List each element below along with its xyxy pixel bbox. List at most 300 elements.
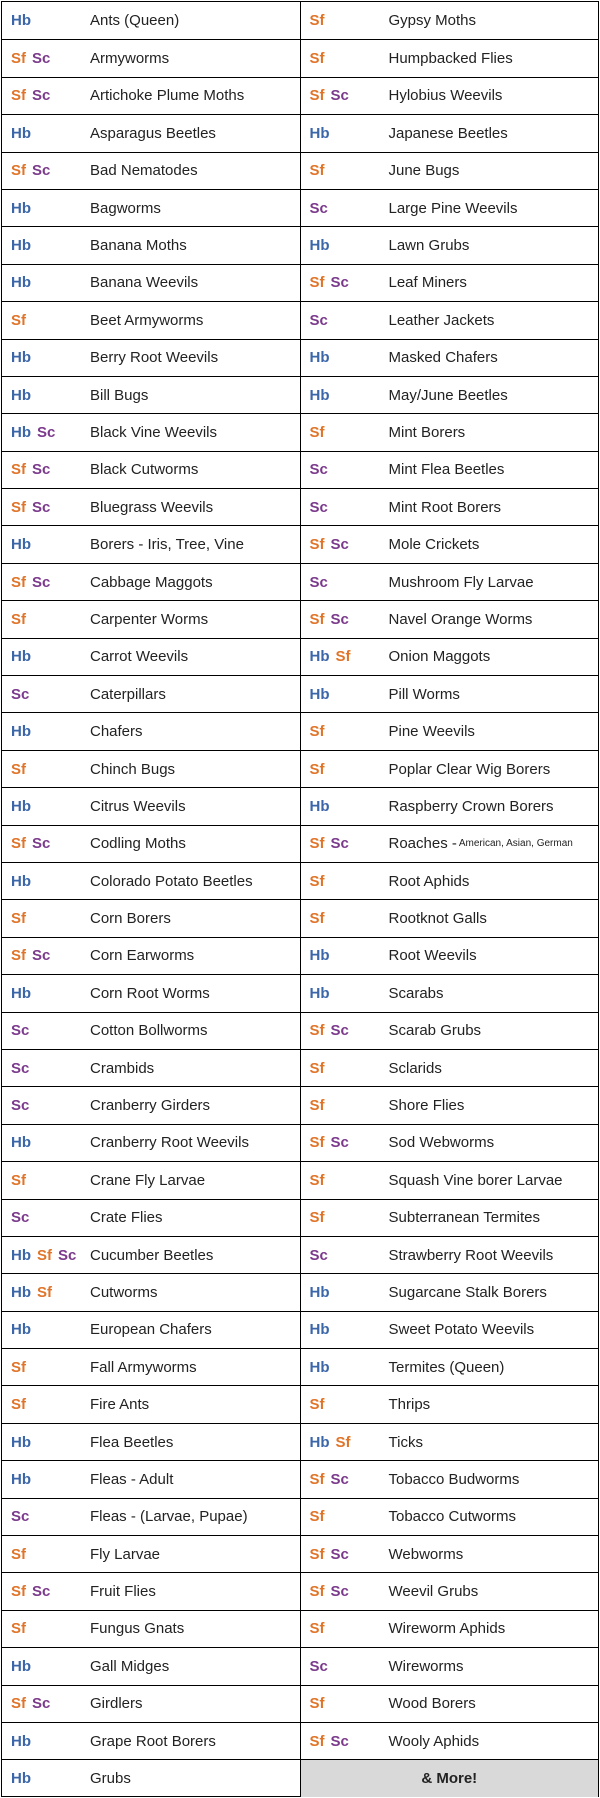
species-code-sc: Sc: [330, 1732, 349, 1750]
species-code-hb: Hb: [11, 872, 31, 890]
pest-name-text: Grubs: [90, 1770, 131, 1788]
pest-name-text: Borers - Iris, Tree, Vine: [90, 536, 244, 554]
pest-name-text: Scarab Grubs: [388, 1022, 482, 1040]
species-codes: [310, 1162, 325, 1198]
species-codes: [310, 414, 325, 450]
species-code-sc: Sc: [32, 461, 51, 479]
pest-name: [90, 1162, 205, 1198]
species-codes: [11, 1162, 26, 1198]
table-row: [301, 825, 599, 862]
table-row: [301, 862, 599, 899]
species-code-sf: Sf: [309, 610, 325, 628]
species-codes: [11, 1087, 29, 1123]
species-codes: [310, 153, 325, 189]
table-row: [2, 600, 300, 637]
species-code-sf: Sf: [335, 648, 351, 666]
species-codes: [11, 190, 31, 226]
more-label: & More!: [421, 1770, 478, 1788]
species-code-sc: Sc: [309, 573, 328, 591]
pest-name-text: Fruit Flies: [90, 1583, 156, 1601]
species-code-sc: Sc: [330, 1545, 349, 1563]
pest-name: [389, 452, 505, 488]
species-code-sc: Sc: [37, 423, 56, 441]
pest-name-text: Citrus Weevils: [90, 797, 186, 815]
species-codes: [310, 1386, 325, 1422]
pest-name: [90, 975, 210, 1011]
table-row: [2, 862, 300, 899]
pest-name: [90, 40, 169, 76]
species-codes: [310, 938, 330, 974]
species-code-sc: Sc: [330, 1583, 349, 1601]
pest-name: [90, 1424, 173, 1460]
species-code-hb: Hb: [11, 648, 31, 666]
pest-name-text: Fly Larvae: [90, 1545, 161, 1563]
species-codes: [11, 377, 31, 413]
pest-name: [90, 788, 186, 824]
species-code-sf: Sf: [309, 1545, 325, 1563]
table-row: [301, 750, 599, 787]
species-codes: [11, 751, 26, 787]
pest-name-text: Armyworms: [90, 50, 170, 68]
pest-name: [389, 340, 498, 376]
pest-name-text: Leather Jackets: [388, 311, 495, 329]
pest-name: [389, 377, 508, 413]
pest-name: [389, 1461, 520, 1497]
table-row: [301, 114, 599, 151]
pest-name: [90, 1648, 169, 1684]
table-row: [2, 1572, 300, 1609]
pest-name: [389, 1349, 505, 1385]
table-row: [2, 1049, 300, 1086]
species-code-hb: Hb: [11, 1134, 31, 1152]
pest-name-text: Banana Weevils: [90, 274, 199, 292]
pest-name-text: Bluegrass Weevils: [90, 498, 214, 516]
species-code-sf: Sf: [309, 1171, 325, 1189]
species-codes: [310, 40, 325, 76]
table-row: [2, 1685, 300, 1722]
pest-name: [90, 564, 213, 600]
table-row: [301, 152, 599, 189]
pest-name-text: Humpbacked Flies: [388, 50, 513, 68]
species-codes: [310, 190, 328, 226]
species-codes: [310, 751, 325, 787]
pest-name-text: Ants (Queen): [90, 12, 180, 30]
species-code-sf: Sf: [309, 1097, 325, 1115]
species-codes: [11, 938, 50, 974]
species-codes: [310, 639, 351, 675]
pest-name-text: Squash Vine borer Larvae: [388, 1171, 563, 1189]
pest-name-text: Ticks: [388, 1433, 423, 1451]
pest-name-text: Japanese Beetles: [388, 124, 508, 142]
pest-name-subtext: American, Asian, German: [458, 838, 573, 850]
table-row: [2, 1498, 300, 1535]
pest-name: [389, 1648, 464, 1684]
table-row: [301, 1722, 599, 1759]
pest-name-text: Fire Ants: [90, 1396, 150, 1414]
table-row: [2, 1273, 300, 1310]
right-column: [300, 2, 599, 1797]
pest-name: [90, 1536, 160, 1572]
species-code-sc: Sc: [11, 1508, 30, 1526]
pest-name: [90, 2, 179, 39]
species-code-sf: Sf: [309, 1059, 325, 1077]
pest-name-text: Pill Worms: [388, 685, 460, 703]
species-code-sf: Sf: [309, 1583, 325, 1601]
species-codes: [11, 788, 31, 824]
species-codes: [310, 78, 349, 114]
species-codes: [310, 1274, 330, 1310]
species-code-sf: Sf: [11, 1545, 26, 1563]
species-code-sc: Sc: [11, 1022, 30, 1040]
pest-name: [90, 639, 188, 675]
pest-name-text: Berry Root Weevils: [90, 349, 219, 367]
species-codes: [310, 1349, 330, 1385]
species-codes: [11, 78, 50, 114]
species-code-sc: Sc: [309, 1246, 328, 1264]
pest-name-text: Cabbage Maggots: [90, 573, 213, 591]
table-row: [301, 1273, 599, 1310]
species-codes: [11, 1013, 29, 1049]
species-codes: [11, 1424, 31, 1460]
pest-name-text: Poplar Clear Wig Borers: [388, 760, 551, 778]
pest-name-text: Artichoke Plume Moths: [90, 87, 245, 105]
pest-name: [389, 78, 503, 114]
species-code-sf: Sf: [309, 910, 325, 928]
table-row: [2, 787, 300, 824]
table-row: [2, 899, 300, 936]
table-row: [2, 712, 300, 749]
pest-name-text: Wood Borers: [388, 1695, 476, 1713]
table-row: [301, 974, 599, 1011]
pest-name-text: Cotton Bollworms: [90, 1022, 208, 1040]
pest-name-text: Tobacco Cutworms: [388, 1508, 517, 1526]
species-codes: [11, 1274, 52, 1310]
pest-name-text: Wireworms: [388, 1657, 464, 1675]
species-code-sf: Sf: [11, 835, 26, 853]
species-code-sc: Sc: [32, 87, 51, 105]
pest-name: [389, 1424, 423, 1460]
pest-name: [90, 1050, 154, 1086]
species-code-sf: Sf: [309, 1022, 325, 1040]
pest-name-text: European Chafers: [90, 1321, 212, 1339]
species-codes: [310, 601, 349, 637]
species-codes: [310, 1536, 349, 1572]
species-codes: [310, 1424, 351, 1460]
pest-name: [90, 1723, 216, 1759]
pest-name-text: Large Pine Weevils: [388, 199, 518, 217]
table-row: [2, 750, 300, 787]
species-codes: [11, 153, 50, 189]
species-code-sf: Sf: [309, 536, 325, 554]
pest-name-text: Roaches -: [388, 835, 457, 853]
species-code-sc: Sc: [309, 461, 328, 479]
pest-name-text: Sod Webworms: [388, 1134, 495, 1152]
pest-name: [389, 788, 554, 824]
table-row: [301, 1460, 599, 1497]
pest-name-text: Mint Root Borers: [388, 498, 502, 516]
pest-name: [90, 78, 244, 114]
pest-name: [90, 1013, 208, 1049]
species-codes: [11, 826, 50, 862]
table-row: [2, 1311, 300, 1348]
pest-name: [90, 1760, 131, 1796]
species-code-hb: Hb: [11, 536, 31, 554]
pest-name-text: Fleas - Adult: [90, 1470, 174, 1488]
species-code-sf: Sf: [11, 461, 26, 479]
table-row: [301, 1161, 599, 1198]
table-row: [301, 1086, 599, 1123]
species-code-sf: Sf: [11, 311, 26, 329]
species-codes: [11, 1200, 29, 1236]
pest-name-text: Girdlers: [90, 1695, 143, 1713]
species-codes: [11, 1125, 31, 1161]
pest-name: [389, 1499, 517, 1535]
pest-name: [90, 1237, 213, 1273]
species-code-sc: Sc: [32, 573, 51, 591]
table-row: [2, 825, 300, 862]
species-code-sf: Sf: [11, 910, 26, 928]
pest-name-text: Black Cutworms: [90, 461, 199, 479]
species-codes: [310, 2, 325, 39]
species-code-sc: Sc: [32, 1583, 51, 1601]
species-code-sf: Sf: [11, 1171, 26, 1189]
species-codes: [11, 676, 29, 712]
species-codes: [310, 227, 330, 263]
pest-name: [389, 1312, 535, 1348]
table-row: [2, 1086, 300, 1123]
pest-name: [90, 377, 148, 413]
pest-name: [389, 414, 466, 450]
pest-name: [90, 452, 198, 488]
pest-name: [389, 975, 444, 1011]
pest-name-text: Cucumber Beetles: [90, 1246, 214, 1264]
species-code-sf: Sf: [11, 1620, 26, 1638]
species-code-sf: Sf: [309, 87, 325, 105]
table-row: [301, 301, 599, 338]
pest-name: [90, 1349, 197, 1385]
species-code-sc: Sc: [330, 536, 349, 554]
species-codes: [11, 1723, 31, 1759]
species-codes: [11, 1536, 26, 1572]
pest-name-text: Corn Borers: [90, 910, 171, 928]
pest-name-text: Banana Moths: [90, 237, 187, 255]
species-code-hb: Hb: [309, 947, 330, 965]
species-codes: [310, 975, 330, 1011]
pest-name-text: Grape Root Borers: [90, 1732, 216, 1750]
table-row: [301, 1348, 599, 1385]
species-codes: [310, 1461, 349, 1497]
pest-name-text: Root Weevils: [388, 947, 477, 965]
pest-name: [389, 751, 551, 787]
pest-name: [389, 713, 475, 749]
species-code-hb: Hb: [11, 12, 31, 30]
species-codes: [310, 1087, 325, 1123]
table-row: [2, 1722, 300, 1759]
pest-name-text: Wooly Aphids: [388, 1732, 480, 1750]
pest-name-text: Beet Armyworms: [90, 311, 204, 329]
species-codes: [11, 975, 31, 1011]
species-codes: [310, 564, 328, 600]
pest-name-text: Corn Root Worms: [90, 984, 210, 1002]
pest-name: [389, 564, 534, 600]
pest-name-text: Gall Midges: [90, 1657, 170, 1675]
pest-name: [389, 1200, 540, 1236]
species-codes: [310, 1611, 325, 1647]
species-code-sf: Sf: [309, 274, 325, 292]
species-code-sf: Sf: [309, 1209, 325, 1227]
table-row: [301, 600, 599, 637]
table-row: [301, 675, 599, 712]
table-row: [301, 1498, 599, 1535]
pest-name: [389, 900, 487, 936]
pest-name: [389, 2, 477, 39]
table-row: [301, 937, 599, 974]
table-row: [301, 1049, 599, 1086]
species-codes: [310, 1499, 325, 1535]
species-codes: [310, 265, 349, 301]
species-codes: [11, 1386, 26, 1422]
pest-name: [389, 227, 470, 263]
species-code-hb: Hb: [11, 1657, 31, 1675]
species-code-sc: Sc: [309, 199, 328, 217]
table-row: [2, 2, 300, 39]
species-code-sc: Sc: [32, 1695, 51, 1713]
pest-name-text: Gypsy Moths: [388, 12, 477, 30]
pest-name: [90, 414, 217, 450]
species-codes: [310, 1200, 325, 1236]
table-row: [301, 226, 599, 263]
pest-name-text: Fall Armyworms: [90, 1358, 197, 1376]
species-code-sf: Sf: [11, 573, 26, 591]
species-code-hb: Hb: [309, 1433, 330, 1451]
table-row: [301, 1311, 599, 1348]
table-row: [2, 1161, 300, 1198]
pest-name: [389, 639, 491, 675]
pest-name-text: Mole Crickets: [388, 536, 480, 554]
pest-name: [90, 1274, 158, 1310]
species-code-hb: Hb: [309, 237, 330, 255]
species-code-sf: Sf: [309, 1134, 325, 1152]
pest-name: [90, 676, 166, 712]
pest-name-text: Leaf Miners: [388, 274, 467, 292]
table-row: [301, 451, 599, 488]
species-code-sf: Sf: [11, 87, 26, 105]
species-code-sf: Sf: [11, 162, 26, 180]
table-row: [2, 1012, 300, 1049]
species-codes: [11, 1312, 31, 1348]
species-code-sf: Sf: [309, 1732, 325, 1750]
species-code-hb: Hb: [11, 199, 31, 217]
table-row: [2, 413, 300, 450]
pest-name: [90, 1686, 143, 1722]
species-codes: [11, 639, 31, 675]
pest-name: [389, 302, 495, 338]
table-row: [2, 152, 300, 189]
species-codes: [11, 340, 31, 376]
pest-name-text: Chafers: [90, 723, 143, 741]
pest-name: [389, 115, 508, 151]
table-row: [2, 339, 300, 376]
species-codes: [310, 1686, 325, 1722]
species-codes: [11, 414, 55, 450]
species-code-hb: Hb: [11, 1433, 31, 1451]
table-row: [301, 2, 599, 39]
table-row: [301, 899, 599, 936]
table-row: [301, 1610, 599, 1647]
species-codes: [310, 489, 328, 525]
pest-name: [90, 713, 143, 749]
species-codes: [310, 1573, 349, 1609]
table-row: [2, 301, 300, 338]
table-row: [301, 77, 599, 114]
species-code-hb: Hb: [11, 1321, 31, 1339]
species-code-hb: Hb: [11, 237, 31, 255]
pest-name: [90, 1386, 149, 1422]
species-code-sc: Sc: [32, 947, 51, 965]
table-row: [301, 1572, 599, 1609]
pest-name-text: Shore Flies: [388, 1097, 465, 1115]
table-row: [2, 1423, 300, 1460]
species-code-sc: Sc: [330, 1134, 349, 1152]
species-code-hb: Hb: [11, 984, 31, 1002]
table-row: [2, 1236, 300, 1273]
pest-name-text: Crambids: [90, 1059, 155, 1077]
table-row: [2, 1124, 300, 1161]
pest-name-text: Crane Fly Larvae: [90, 1171, 206, 1189]
table-row: [301, 1685, 599, 1722]
species-code-sc: Sc: [58, 1246, 77, 1264]
pest-name-text: Tobacco Budworms: [388, 1470, 520, 1488]
species-codes: [11, 227, 31, 263]
pest-name-text: Hylobius Weevils: [388, 87, 503, 105]
species-codes: [310, 1237, 328, 1273]
pest-name-text: Fleas - (Larvae, Pupae): [90, 1508, 248, 1526]
pest-name: [90, 526, 244, 562]
pest-name: [389, 265, 467, 301]
pest-name: [389, 826, 573, 862]
pest-name-text: June Bugs: [388, 162, 460, 180]
table-row: [2, 1535, 300, 1572]
species-code-sc: Sc: [32, 50, 51, 68]
table-row: [301, 189, 599, 226]
species-code-hb: Hb: [11, 1470, 31, 1488]
species-code-sf: Sf: [11, 498, 26, 516]
pest-name-text: Subterranean Termites: [388, 1209, 540, 1227]
species-codes: [310, 1013, 349, 1049]
species-code-sf: Sf: [37, 1246, 52, 1264]
species-codes: [11, 1573, 50, 1609]
species-code-hb: Hb: [11, 124, 31, 142]
species-code-sc: Sc: [330, 835, 349, 853]
species-code-sf: Sf: [37, 1283, 52, 1301]
table-row: [301, 1012, 599, 1049]
pest-name-text: Wireworm Aphids: [388, 1620, 506, 1638]
species-codes: [310, 863, 325, 899]
pest-name-text: Navel Orange Worms: [388, 610, 533, 628]
species-code-sf: Sf: [309, 1470, 325, 1488]
pest-name: [389, 676, 460, 712]
pest-name: [389, 938, 477, 974]
species-code-hb: Hb: [11, 423, 31, 441]
pest-name-text: Mint Flea Beetles: [388, 461, 505, 479]
pest-name-text: Sclarids: [388, 1059, 442, 1077]
species-codes: [310, 302, 328, 338]
species-code-sc: Sc: [11, 1097, 30, 1115]
table-row: [301, 339, 599, 376]
table-row: [301, 638, 599, 675]
table-row: [301, 264, 599, 301]
pest-name: [389, 1573, 479, 1609]
